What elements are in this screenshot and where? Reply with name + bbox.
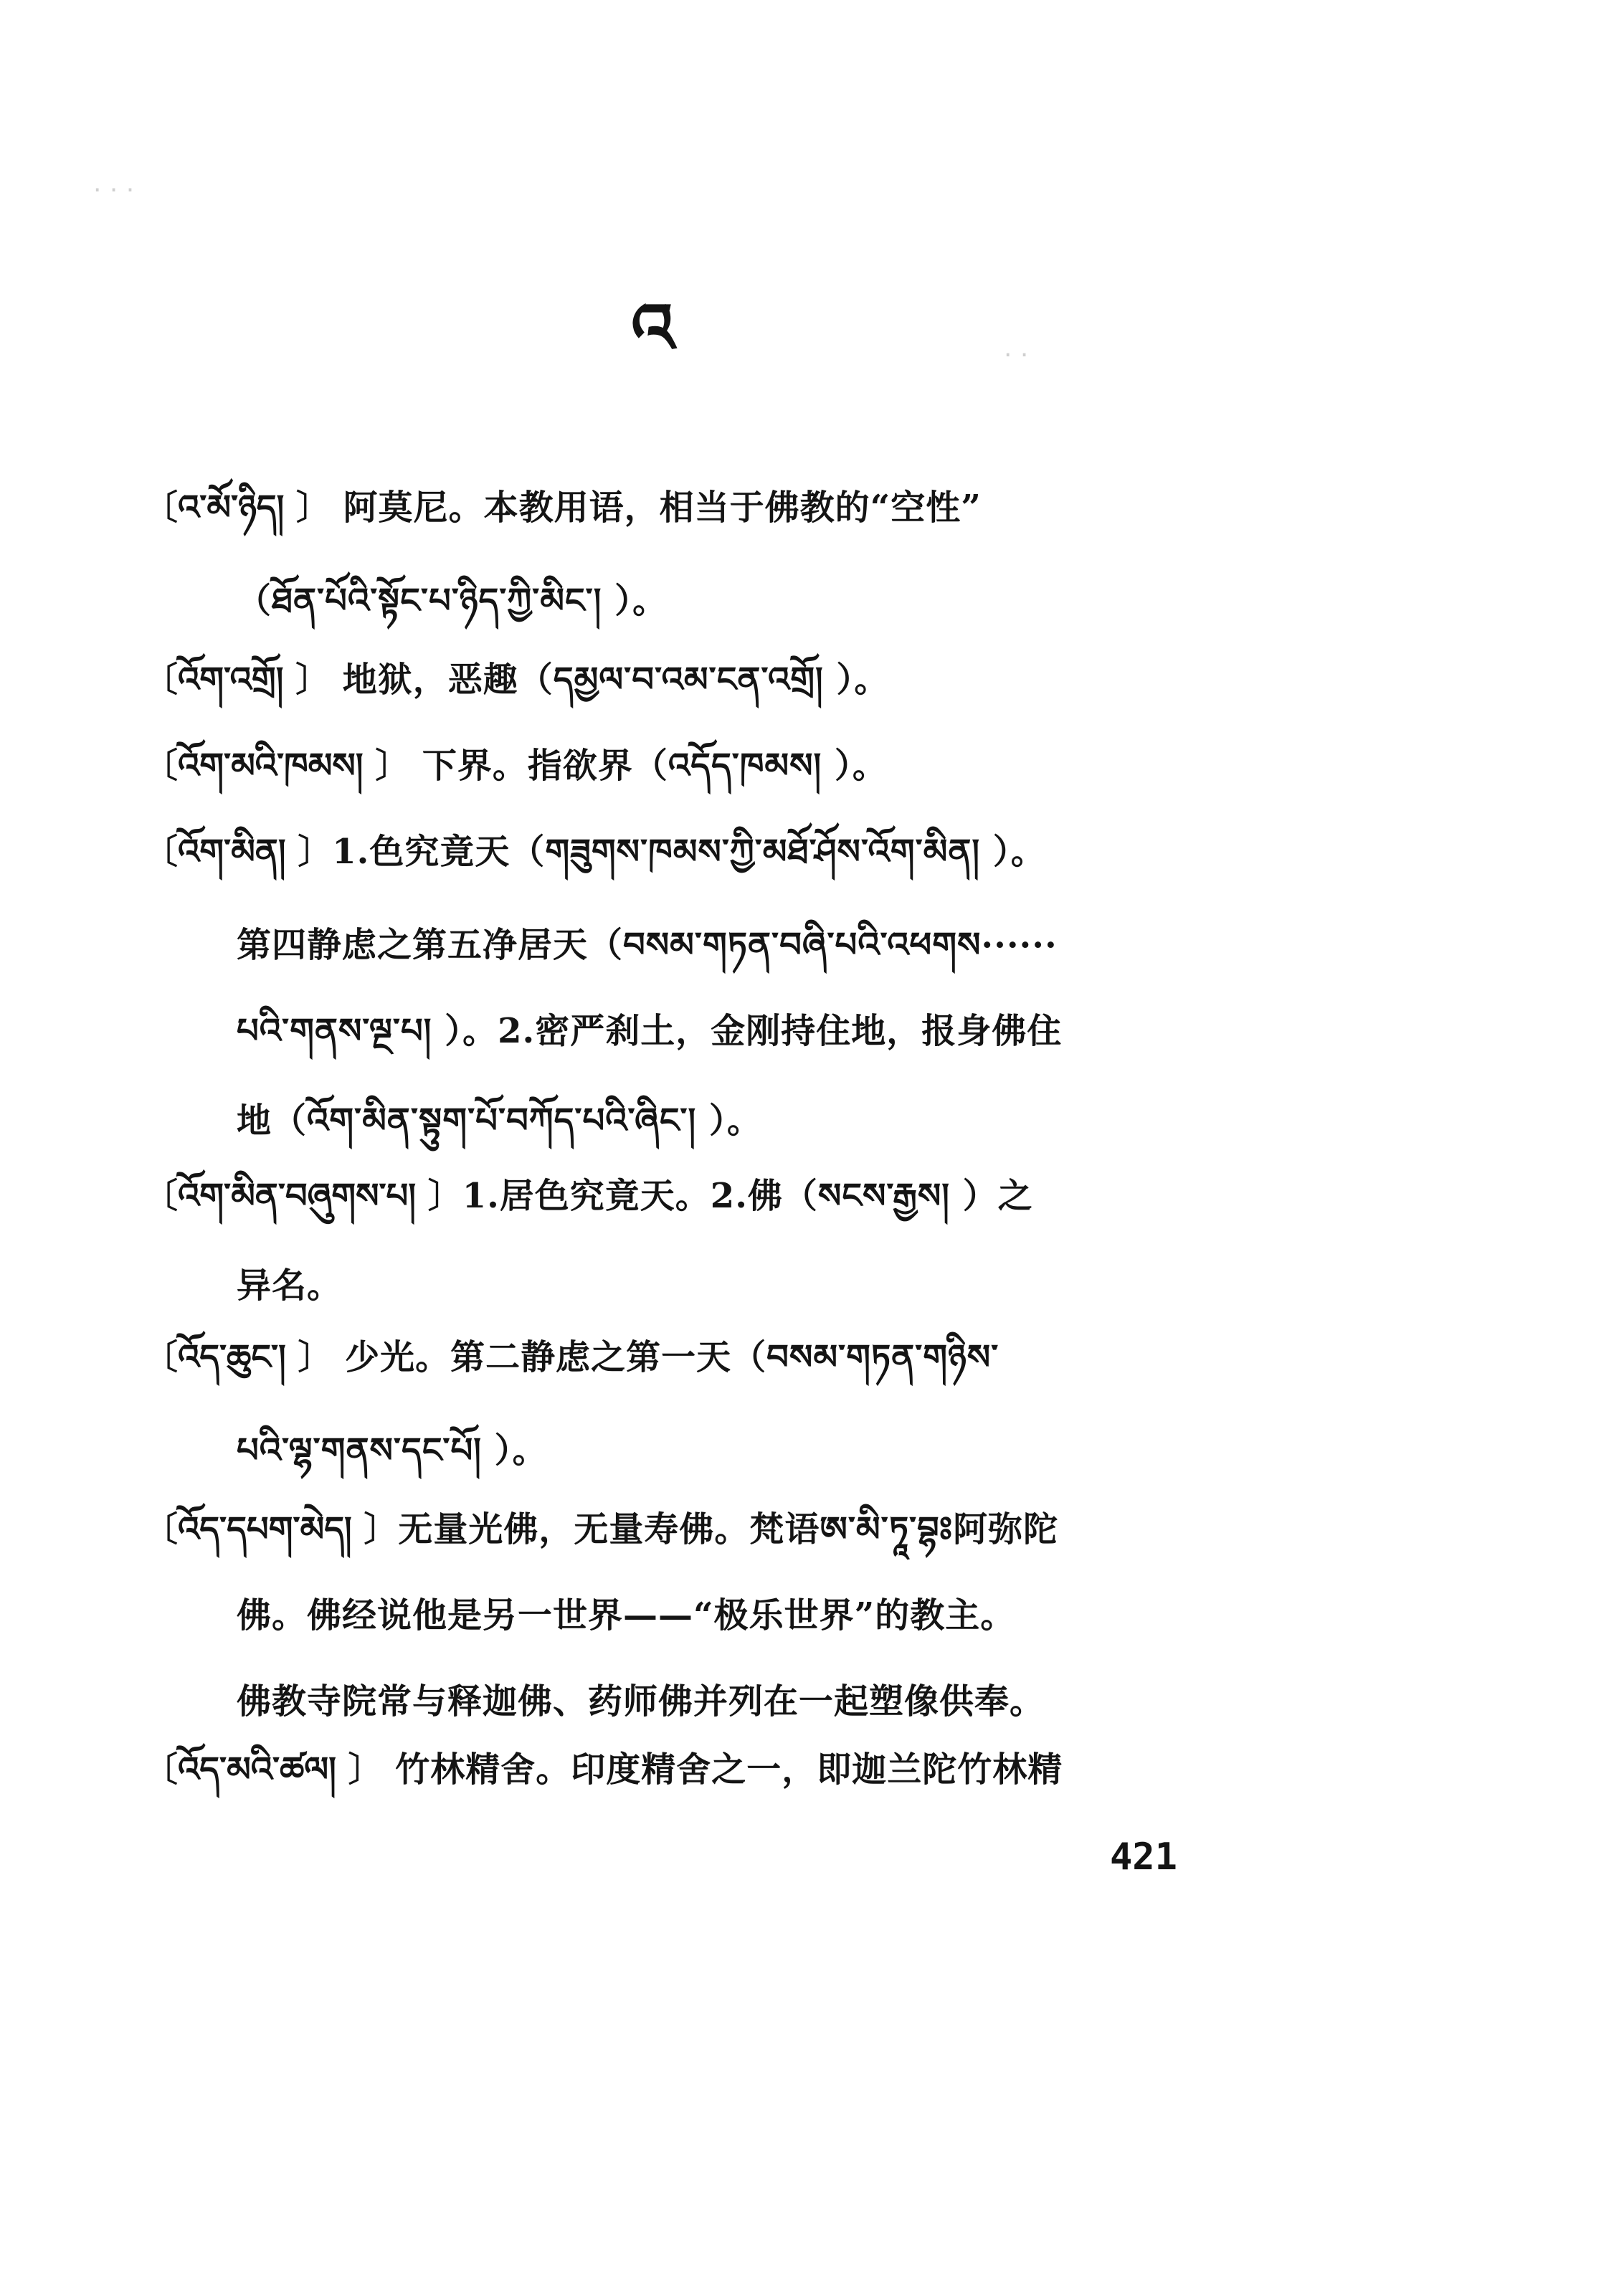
dictionary-entry <box>143 1337 1248 1472</box>
entry-line <box>143 746 1248 787</box>
entry-headword: 〔འོད་མའི་ཚལ། 〕 <box>143 1750 383 1790</box>
entry-definition: 阿莫尼。本教用语，相当于佛教的“空性” <box>330 488 982 528</box>
entry-line <box>143 1266 1248 1307</box>
entry-definition: 异名。 <box>237 1266 343 1306</box>
entry-definition: པའི་གནས་ལྔ་པ། ）。2.密严刹土，金刚持住地，报身佛住 <box>237 1011 1063 1051</box>
entry-line <box>143 1011 1248 1101</box>
entry-headword: 〔འོག་འགྲོ། 〕 <box>143 660 331 700</box>
entry-line <box>143 1509 1248 1595</box>
entry-definition: 地（འོག་མིན་སྟུག་པོ་བཀོད་པའི་ཞིང་། ）。 <box>237 1101 762 1141</box>
entry-line <box>143 1176 1248 1266</box>
entry-line <box>143 1681 1248 1723</box>
dictionary-entry <box>143 1176 1248 1307</box>
entry-line <box>143 1337 1248 1430</box>
entry-definition: 佛教寺院常与释迦佛、药师佛并列在一起塑像供奉。 <box>237 1681 1045 1722</box>
entry-headword: 〔འ་མོ་ཉིད། 〕 <box>143 488 331 528</box>
dictionary-entry <box>143 488 1248 674</box>
entry-line <box>143 832 1248 925</box>
entry-definition: 少光。第二静虑之第一天（བསམ་གཏན་གཉིས་ <box>332 1337 999 1377</box>
entry-headword: 〔འོད་ཆུང་། 〕 <box>143 1337 333 1377</box>
entry-line <box>143 1430 1248 1472</box>
entry-definition: པའི་ལྷ་གནས་དང་པོ། ）。 <box>237 1430 548 1471</box>
entry-line <box>143 1750 1248 1791</box>
dictionary-entry <box>143 832 1248 1142</box>
entry-line <box>143 488 1248 581</box>
entry-headword: 〔འོག་མིན། 〕 <box>143 832 333 872</box>
entry-line <box>143 925 1248 1011</box>
entry-line <box>143 660 1248 701</box>
entry-definition: 地狱，恶趣（དམྱལ་བ་འམ་ངན་འགྲོ། ）。 <box>330 660 890 700</box>
entry-headword: 〔འོག་མའི་ཁམས། 〕 <box>143 746 410 786</box>
dictionary-entry <box>143 746 1248 787</box>
entry-definition: 下界。指欲界（འདོད་ཁམས། ）。 <box>409 746 888 786</box>
entry-headword: 〔འོད་དཔག་མེད། 〕 <box>143 1509 399 1549</box>
section-letter: འ <box>631 288 675 369</box>
scan-noise: · · <box>1004 341 1029 370</box>
entry-definition: 第四静虑之第五净居天（བསམ་གཏན་བཞི་པའི་འཕགས······ <box>237 925 1058 965</box>
entry-definition: 佛。佛经说他是另一世界——“极乐世界”的教主。 <box>237 1595 1016 1636</box>
page-number: 421 <box>1110 1836 1177 1879</box>
entry-headword: 〔འོག་མིན་བཞུགས་པ། 〕 <box>143 1176 462 1216</box>
entry-definition: （ཐོན་པོའི་སྟོང་པ་ཉིད་ཀྱི་མིང་། ）。 <box>237 581 668 621</box>
entry-definition: 1.色究竟天（གཟུགས་ཁམས་ཀྱི་མཐོ་ཤོས་འོག་མིན། ）。 <box>332 832 1046 872</box>
scan-noise: · · · <box>93 176 135 205</box>
dictionary-entry <box>143 660 1248 701</box>
dictionary-entry <box>143 1750 1248 1791</box>
entry-definition: 无量光佛，无量寿佛。梵语ཨ་མི་ཏཱ་བྷཿ阿弥陀 <box>398 1509 1059 1549</box>
entry-definition: 1.居色究竟天。2.佛（སངས་རྒྱས། ）之 <box>462 1176 1033 1216</box>
entry-line <box>143 1595 1248 1681</box>
entry-definition: 竹林精舍。印度精舍之一，即迦兰陀竹林精 <box>382 1750 1063 1790</box>
dictionary-entry <box>143 1509 1248 1723</box>
entry-line <box>143 1101 1248 1142</box>
